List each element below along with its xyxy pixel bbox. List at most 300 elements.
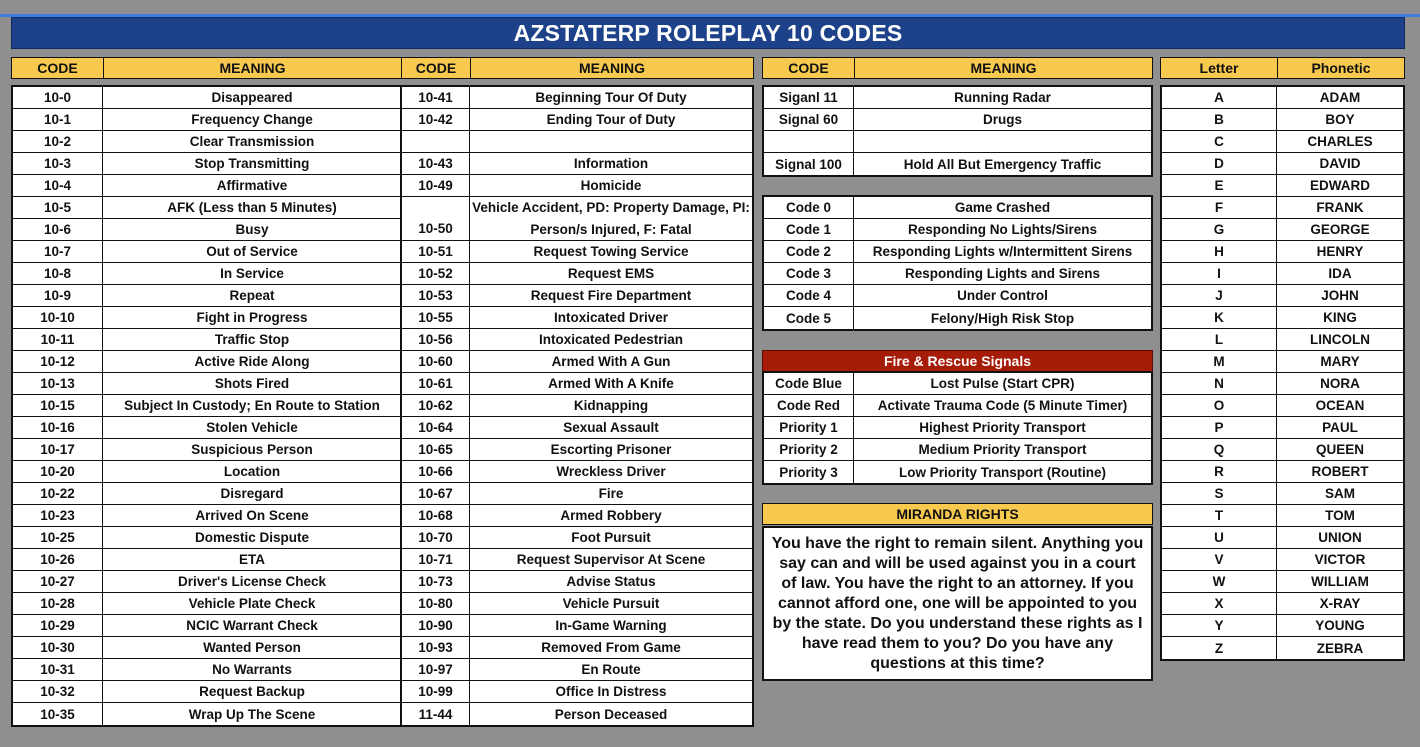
header-code-2: CODE — [401, 58, 470, 78]
table-row — [402, 197, 752, 241]
table-row — [13, 439, 401, 461]
meaning-cell: Driver's License Check — [102, 571, 401, 592]
code-cell: L — [1214, 332, 1224, 347]
table-row — [13, 131, 401, 153]
header-phonetic — [1160, 57, 1405, 79]
meaning-cell: Wanted Person — [102, 637, 401, 658]
code-cell: 10-80 — [418, 596, 453, 611]
code-cell: 10-52 — [418, 266, 453, 281]
code-cell: 10-20 — [40, 464, 75, 479]
miranda-header: MIRANDA RIGHTS — [762, 503, 1153, 525]
table-row — [764, 241, 1151, 263]
code-cell: Signal 60 — [778, 112, 839, 127]
header-code-1: CODE — [37, 60, 78, 76]
table-row — [13, 109, 401, 131]
table-row — [13, 505, 401, 527]
code-cell: Q — [1213, 442, 1225, 457]
table-row — [402, 395, 752, 417]
table-row — [402, 307, 752, 329]
meaning-cell: Out of Service — [102, 241, 401, 262]
table-row — [402, 637, 752, 659]
table-row — [1162, 549, 1403, 571]
table-row — [1162, 637, 1403, 659]
code-cell: Code 5 — [785, 310, 831, 326]
code-cell: 10-7 — [43, 244, 72, 259]
table-row — [402, 571, 752, 593]
meaning-cell: Busy — [102, 219, 401, 240]
table-row — [402, 439, 752, 461]
meaning-cell: Arrived On Scene — [102, 505, 401, 526]
header-table1 — [11, 57, 754, 79]
table-row — [764, 417, 1151, 439]
code-cell: 10-17 — [40, 442, 75, 457]
table-row — [13, 703, 401, 725]
code-cell: 11-44 — [418, 706, 453, 722]
code-cell: 10-9 — [43, 288, 72, 303]
table-row — [13, 417, 401, 439]
code-cell: X — [1214, 596, 1224, 611]
code-cell: 10-0 — [43, 90, 72, 105]
table-row — [764, 307, 1151, 329]
table-row — [13, 483, 401, 505]
table-row — [764, 153, 1151, 175]
table-row — [402, 461, 752, 483]
table-row — [402, 285, 752, 307]
table-row — [402, 703, 752, 725]
table-row — [764, 263, 1151, 285]
meaning-cell: Repeat — [102, 285, 401, 306]
table-row — [1162, 153, 1403, 175]
table-row — [402, 131, 752, 153]
code-cell: 10-13 — [40, 376, 75, 391]
meaning-cell: PAUL — [1276, 417, 1403, 438]
table-row — [402, 241, 752, 263]
meaning-cell: Stop Transmitting — [102, 153, 401, 174]
meaning-cell: Felony/High Risk Stop — [853, 307, 1151, 329]
code-cell: Code 1 — [785, 222, 831, 237]
code-cell: 10-29 — [40, 618, 75, 633]
table-row — [1162, 329, 1403, 351]
code-cell: Code Blue — [775, 376, 842, 391]
meaning-cell: WILLIAM — [1276, 571, 1403, 592]
table-row — [13, 351, 401, 373]
meaning-cell: Hold All But Emergency Traffic — [853, 153, 1151, 175]
meaning-cell: Under Control — [853, 285, 1151, 306]
meaning-cell: UNION — [1276, 527, 1403, 548]
meaning-cell: OCEAN — [1276, 395, 1403, 416]
code-cell: O — [1213, 398, 1225, 413]
header-letter: Letter — [1199, 60, 1239, 76]
meaning-cell: Lost Pulse (Start CPR) — [853, 373, 1151, 394]
table-row — [1162, 417, 1403, 439]
table-row — [402, 483, 752, 505]
meaning-cell: ADAM — [1276, 87, 1403, 108]
code-cell: 10-51 — [418, 244, 453, 259]
meaning-cell: Removed From Game — [469, 637, 752, 658]
code-cell: Siganl 11 — [779, 90, 838, 105]
code-cell: 10-26 — [40, 552, 75, 567]
table-row — [13, 527, 401, 549]
meaning-cell: Subject In Custody; En Route to Station — [102, 395, 401, 416]
table-row — [13, 87, 401, 109]
meaning-cell: Wrap Up The Scene — [102, 703, 401, 725]
meaning-cell: Affirmative — [102, 175, 401, 196]
header-code-3: CODE — [788, 60, 829, 76]
meaning-cell: Beginning Tour Of Duty — [469, 87, 752, 108]
code-cell: R — [1214, 464, 1224, 479]
code-cell: 10-22 — [40, 486, 75, 501]
code-cell: 10-60 — [418, 354, 453, 369]
meaning-cell: Kidnapping — [469, 395, 752, 416]
code-cell: 10-2 — [43, 134, 72, 149]
code-cell: 10-3 — [43, 156, 72, 171]
meaning-cell: Low Priority Transport (Routine) — [853, 461, 1151, 483]
meaning-cell: In-Game Warning — [469, 615, 752, 636]
meaning-cell: Disappeared — [102, 87, 401, 108]
table-row — [402, 417, 752, 439]
table-row — [1162, 483, 1403, 505]
table-row — [764, 285, 1151, 307]
code-cell: 10-16 — [40, 420, 75, 435]
table-row — [13, 571, 401, 593]
table-row — [402, 263, 752, 285]
code-cell: D — [1214, 156, 1224, 171]
table-row — [764, 109, 1151, 131]
meaning-cell: Advise Status — [469, 571, 752, 592]
code-cell: 10-62 — [418, 398, 453, 413]
code-cell: G — [1213, 222, 1225, 237]
fire-rescue-header: Fire & Rescue Signals — [762, 350, 1153, 372]
meaning-cell: Disregard — [102, 483, 401, 504]
meaning-cell: Fire — [469, 483, 752, 504]
code-cell: 10-42 — [418, 112, 453, 127]
code-cell: Priority 2 — [779, 442, 838, 457]
meaning-cell: Armed With A Knife — [469, 373, 752, 394]
code-cell: 10-56 — [418, 332, 453, 347]
meaning-cell: NORA — [1276, 373, 1403, 394]
code-cell: T — [1214, 508, 1224, 523]
meaning-cell: HENRY — [1276, 241, 1403, 262]
meaning-cell: Homicide — [469, 175, 752, 196]
code-cell: 10-41 — [418, 90, 453, 105]
meaning-cell: KING — [1276, 307, 1403, 328]
code-cell: 10-30 — [40, 640, 75, 655]
meaning-cell: Request Backup — [102, 681, 401, 702]
meaning-cell: LINCOLN — [1276, 329, 1403, 350]
code-cell: 10-31 — [40, 662, 75, 677]
meaning-cell: En Route — [469, 659, 752, 680]
table-row — [1162, 87, 1403, 109]
table-row — [1162, 263, 1403, 285]
page-title: AZSTATERP ROLEPLAY 10 CODES — [11, 17, 1405, 49]
table-row — [13, 637, 401, 659]
table-row — [402, 659, 752, 681]
table-row — [764, 373, 1151, 395]
table-row — [1162, 593, 1403, 615]
meaning-cell: VICTOR — [1276, 549, 1403, 570]
table-row — [1162, 197, 1403, 219]
table-row — [1162, 351, 1403, 373]
code-cell: 10-27 — [40, 574, 75, 589]
code-cell: V — [1214, 552, 1224, 567]
meaning-cell: Vehicle Pursuit — [469, 593, 752, 614]
meaning-cell: Request EMS — [469, 263, 752, 284]
meaning-cell: X-RAY — [1276, 593, 1403, 614]
table-row — [1162, 395, 1403, 417]
table-row — [13, 153, 401, 175]
meaning-cell: YOUNG — [1276, 615, 1403, 636]
table-row — [1162, 527, 1403, 549]
meaning-cell: ETA — [102, 549, 401, 570]
meaning-cell: Intoxicated Driver — [469, 307, 752, 328]
code-cell: 10-35 — [40, 706, 75, 722]
code-cell: 10-25 — [40, 530, 75, 545]
code-cell: 10-8 — [43, 266, 72, 281]
code-cell: 10-4 — [43, 178, 72, 193]
code-cell — [402, 131, 469, 152]
table-response-codes — [762, 195, 1153, 331]
code-cell: 10-99 — [418, 684, 453, 699]
table-row — [402, 593, 752, 615]
table-codes-2 — [400, 85, 754, 727]
code-cell: 10-12 — [40, 354, 75, 369]
table-row — [13, 549, 401, 571]
table-row — [1162, 241, 1403, 263]
code-cell: Code 0 — [785, 200, 831, 215]
table-row — [402, 351, 752, 373]
table-row — [1162, 571, 1403, 593]
table-row — [402, 615, 752, 637]
meaning-cell: Responding Lights w/Intermittent Sirens — [853, 241, 1151, 262]
meaning-cell: Responding Lights and Sirens — [853, 263, 1151, 284]
table-row — [764, 131, 1151, 153]
table-row — [1162, 219, 1403, 241]
code-cell: 10-66 — [418, 464, 453, 479]
code-cell: M — [1213, 354, 1225, 369]
meaning-cell: Responding No Lights/Sirens — [853, 219, 1151, 240]
code-cell: 10-93 — [418, 640, 453, 655]
meaning-cell: Location — [102, 461, 401, 482]
meaning-cell: No Warrants — [102, 659, 401, 680]
code-cell: 10-10 — [40, 310, 75, 325]
code-cell: Z — [1214, 640, 1224, 656]
meaning-cell: Game Crashed — [853, 197, 1151, 218]
code-cell: Priority 1 — [779, 420, 838, 435]
meaning-cell: Intoxicated Pedestrian — [469, 329, 752, 350]
meaning-cell: Traffic Stop — [102, 329, 401, 350]
meaning-cell: Request Towing Service — [469, 241, 752, 262]
table-row — [764, 461, 1151, 483]
code-cell: 10-53 — [418, 288, 453, 303]
meaning-cell: NCIC Warrant Check — [102, 615, 401, 636]
meaning-cell: JOHN — [1276, 285, 1403, 306]
table-row — [402, 373, 752, 395]
code-cell: 10-70 — [418, 530, 453, 545]
code-cell: B — [1214, 112, 1224, 127]
code-cell: C — [1214, 134, 1224, 149]
table-signals — [762, 85, 1153, 177]
table-row — [13, 681, 401, 703]
header-phonetic-word: Phonetic — [1277, 58, 1404, 78]
code-cell — [764, 131, 853, 152]
meaning-cell: ZEBRA — [1276, 637, 1403, 659]
meaning-cell: Highest Priority Transport — [853, 417, 1151, 438]
meaning-cell — [853, 131, 1151, 152]
code-cell: E — [1214, 178, 1224, 193]
code-cell: 10-50 — [418, 221, 453, 236]
meaning-cell: Request Supervisor At Scene — [469, 549, 752, 570]
code-cell: U — [1214, 530, 1224, 545]
meaning-cell: Office In Distress — [469, 681, 752, 702]
code-cell: W — [1212, 574, 1226, 589]
meaning-cell: In Service — [102, 263, 401, 284]
header-table3 — [762, 57, 1153, 79]
code-cell: Code 3 — [785, 266, 831, 281]
meaning-cell: Frequency Change — [102, 109, 401, 130]
meaning-cell — [469, 131, 752, 152]
meaning-cell: TOM — [1276, 505, 1403, 526]
meaning-cell: Active Ride Along — [102, 351, 401, 372]
table-row — [13, 197, 401, 219]
table-row — [764, 87, 1151, 109]
code-cell: F — [1214, 200, 1224, 215]
meaning-cell: Shots Fired — [102, 373, 401, 394]
table-row — [402, 527, 752, 549]
meaning-cell: Drugs — [853, 109, 1151, 130]
code-cell: 10-6 — [43, 222, 72, 237]
code-cell: A — [1214, 90, 1224, 105]
meaning-cell: Clear Transmission — [102, 131, 401, 152]
meaning-cell: Vehicle Plate Check — [102, 593, 401, 614]
table-row — [13, 263, 401, 285]
code-cell: 10-11 — [40, 332, 75, 347]
table-row — [1162, 505, 1403, 527]
table-codes-1 — [11, 85, 403, 727]
code-cell: 10-97 — [418, 662, 453, 677]
table-row — [402, 549, 752, 571]
meaning-cell: GEORGE — [1276, 219, 1403, 240]
table-row — [1162, 439, 1403, 461]
table-row — [764, 439, 1151, 461]
code-cell: 10-23 — [40, 508, 75, 523]
table-fire-rescue — [762, 371, 1153, 485]
meaning-cell: QUEEN — [1276, 439, 1403, 460]
table-row — [13, 395, 401, 417]
meaning-cell: EDWARD — [1276, 175, 1403, 196]
meaning-cell: DAVID — [1276, 153, 1403, 174]
table-row — [402, 505, 752, 527]
header-meaning-3: MEANING — [854, 58, 1152, 78]
code-cell: 10-49 — [418, 178, 453, 193]
code-cell: P — [1214, 420, 1224, 435]
code-cell: 10-55 — [418, 310, 453, 325]
meaning-cell: ROBERT — [1276, 461, 1403, 482]
table-row — [13, 219, 401, 241]
meaning-cell: Stolen Vehicle — [102, 417, 401, 438]
table-row — [402, 153, 752, 175]
code-cell: 10-65 — [418, 442, 453, 457]
code-cell: 10-43 — [418, 156, 453, 171]
code-cell: Priority 3 — [779, 464, 838, 480]
code-cell: Code Red — [776, 398, 840, 413]
meaning-cell: Person Deceased — [469, 703, 752, 725]
table-row — [1162, 307, 1403, 329]
code-cell: Y — [1214, 618, 1224, 633]
table-row — [402, 109, 752, 131]
code-cell: 10-71 — [418, 552, 453, 567]
code-cell: J — [1215, 288, 1223, 303]
table-row — [13, 373, 401, 395]
table-phonetic — [1160, 85, 1405, 661]
code-cell: 10-5 — [43, 200, 72, 215]
meaning-cell: Request Fire Department — [469, 285, 752, 306]
meaning-cell: Escorting Prisoner — [469, 439, 752, 460]
miranda-text: You have the right to remain silent. Anything you say can and will be used against you in a court of law. You have the right to an attorney. If you cannot afford one, one will be appointed to you by the state. Do you understand these rights as I have read them to you? Do you have any questions at this time? — [762, 526, 1153, 681]
meaning-cell: MARY — [1276, 351, 1403, 372]
table-row — [1162, 175, 1403, 197]
table-row — [13, 659, 401, 681]
code-cell: 10-32 — [40, 684, 75, 699]
meaning-cell: Fight in Progress — [102, 307, 401, 328]
meaning-cell: BOY — [1276, 109, 1403, 130]
table-row — [13, 329, 401, 351]
table-row — [1162, 373, 1403, 395]
code-cell: 10-64 — [418, 420, 453, 435]
meaning-cell: Information — [469, 153, 752, 174]
header-meaning-1: MEANING — [103, 58, 401, 78]
meaning-cell: Vehicle Accident, PD: Property Damage, PI: Person/s Injured, F: Fatal — [469, 197, 752, 240]
code-cell: H — [1214, 244, 1224, 259]
table-row — [13, 615, 401, 637]
code-cell: 10-67 — [418, 486, 453, 501]
code-cell: I — [1217, 266, 1221, 281]
code-cell: 10-28 — [40, 596, 75, 611]
code-cell: Code 2 — [785, 244, 831, 259]
table-row — [402, 681, 752, 703]
table-row — [1162, 461, 1403, 483]
table-row — [1162, 285, 1403, 307]
code-cell: N — [1214, 376, 1224, 391]
table-row — [402, 329, 752, 351]
meaning-cell: Armed With A Gun — [469, 351, 752, 372]
table-row — [13, 593, 401, 615]
meaning-cell: AFK (Less than 5 Minutes) — [102, 197, 401, 218]
table-row — [402, 87, 752, 109]
table-row — [13, 285, 401, 307]
code-cell: 10-15 — [40, 398, 75, 413]
code-cell: 10-90 — [418, 618, 453, 633]
meaning-cell: Foot Pursuit — [469, 527, 752, 548]
meaning-cell: Domestic Dispute — [102, 527, 401, 548]
code-cell: 10-1 — [43, 112, 72, 127]
table-row — [402, 175, 752, 197]
table-row — [764, 395, 1151, 417]
meaning-cell: SAM — [1276, 483, 1403, 504]
meaning-cell: CHARLES — [1276, 131, 1403, 152]
table-row — [1162, 131, 1403, 153]
code-cell: 10-73 — [418, 574, 453, 589]
table-row — [764, 219, 1151, 241]
meaning-cell: Ending Tour of Duty — [469, 109, 752, 130]
code-cell: S — [1214, 486, 1224, 501]
code-cell: Code 4 — [785, 288, 831, 303]
meaning-cell: Wreckless Driver — [469, 461, 752, 482]
meaning-cell: Medium Priority Transport — [853, 439, 1151, 460]
meaning-cell: Suspicious Person — [102, 439, 401, 460]
meaning-cell: FRANK — [1276, 197, 1403, 218]
code-cell: Signal 100 — [775, 156, 842, 172]
meaning-cell: IDA — [1276, 263, 1403, 284]
